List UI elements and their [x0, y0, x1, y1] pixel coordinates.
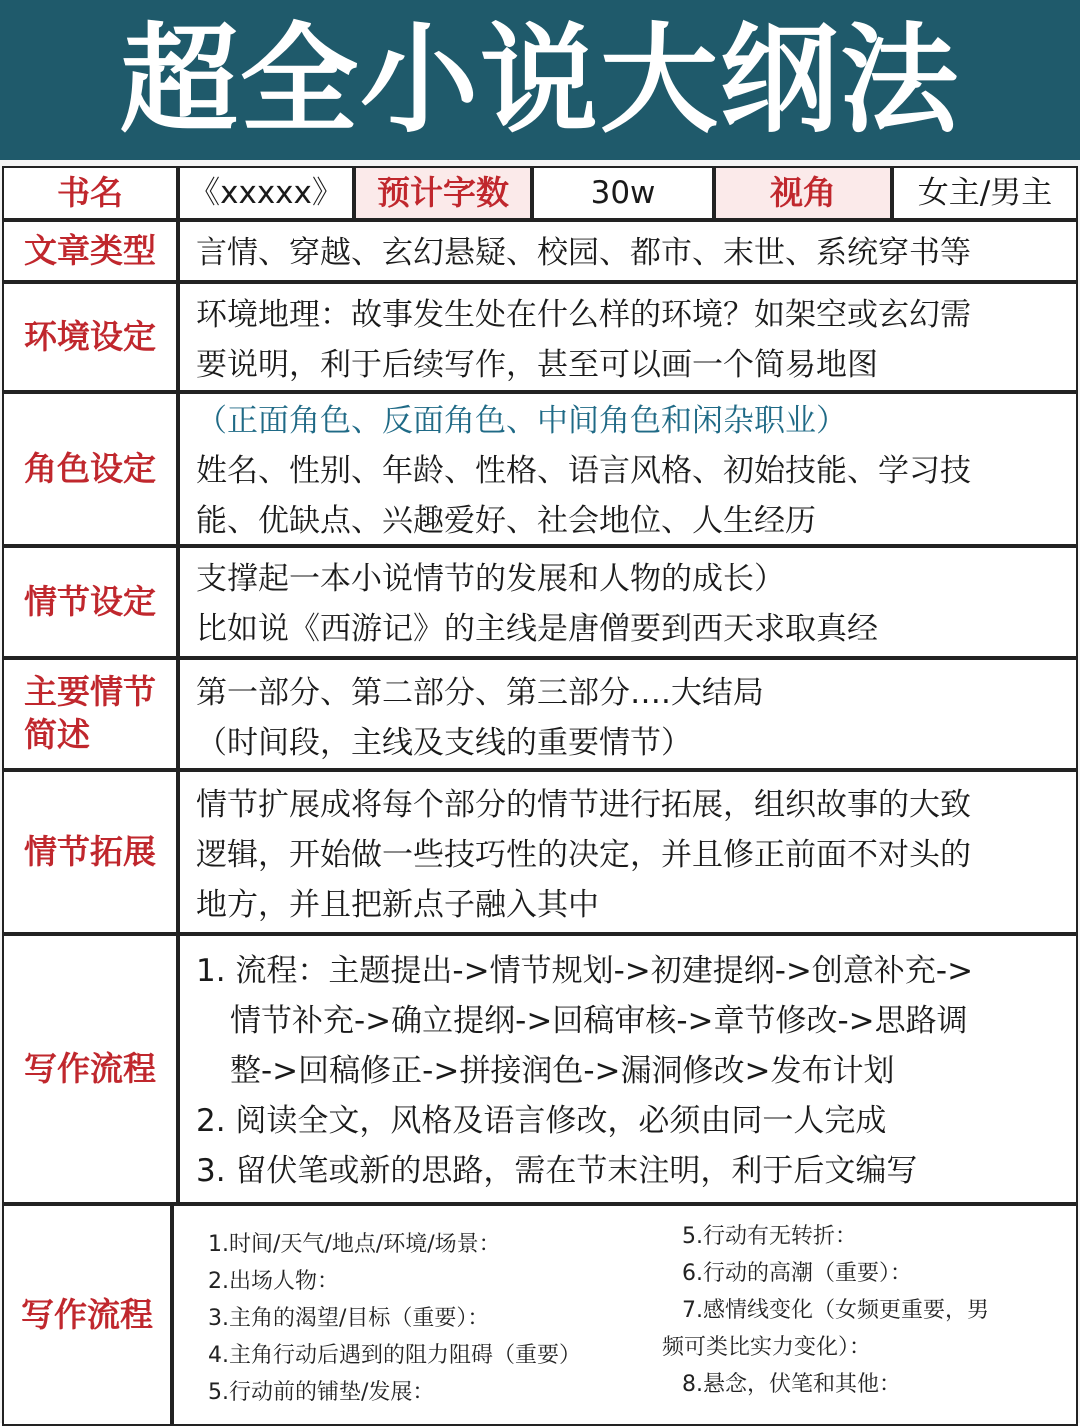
main-plot-label-line: 简述 [24, 715, 90, 754]
environment-line: 要说明，利于后续写作，甚至可以画一个简易地图 [196, 347, 878, 383]
main-plot-label-line: 主要情节 [24, 672, 156, 712]
character-note: （正面角色、反面角色、中间角色和闲杂职业） [196, 403, 847, 439]
workflow-detail-item: 5.行动有无转折： [682, 1224, 857, 1249]
workflow-line: 2. 阅读全文，风格及语言修改，必须由同一人完成 [196, 1103, 887, 1139]
plot-expand-label: 情节拓展 [2, 770, 178, 934]
workflow-detail-item: 3.主角的渴望/目标（重要）： [208, 1306, 490, 1331]
plot-setting-line: 比如说《西游记》的主线是唐僧要到西天求取真经 [196, 611, 878, 647]
workflow-detail-label: 写作流程 [2, 1204, 172, 1426]
perspective-label: 视角 [714, 166, 892, 220]
character-value [178, 392, 1078, 546]
character-label: 角色设定 [2, 392, 178, 546]
main-plot-label [2, 658, 178, 770]
plot-setting-line: 支撑起一本小说情节的发展和人物的成长） [196, 561, 785, 597]
plot-setting-label: 情节设定 [2, 546, 178, 658]
workflow-detail-right-list [662, 1218, 989, 1403]
plot-expand-line: 地方，并且把新点子融入其中 [196, 887, 599, 923]
plot-setting-value [178, 546, 1078, 658]
plot-expand-line: 情节扩展成将每个部分的情节进行拓展，组织故事的大致 [196, 787, 971, 823]
word-count-label: 预计字数 [354, 166, 532, 220]
workflow-detail-item: 4.主角行动后遇到的阻力阻碍（重要） [208, 1343, 581, 1368]
workflow-line: 情节补充->确立提纲->回稿审核->章节修改->思路调 [230, 1003, 968, 1039]
book-name-value: 《xxxxx》 [178, 166, 354, 220]
workflow-value [178, 934, 1078, 1204]
workflow-line: 整->回稿修正->拼接润色->漏洞修改>发布计划 [230, 1053, 895, 1089]
environment-line: 环境地理：故事发生处在什么样的环境？如架空或玄幻需 [196, 297, 971, 333]
workflow-line: 3. 留伏笔或新的思路，需在节末注明，利于后文编写 [196, 1153, 918, 1189]
workflow-line: 1. 流程：主题提出->情节规划->初建提纲->创意补充-> [196, 953, 974, 989]
outline-table [0, 160, 1080, 1423]
workflow-detail-item: 1.时间/天气/地点/环境/场景： [208, 1232, 501, 1257]
main-plot-line: 第一部分、第二部分、第三部分….大结局 [196, 675, 764, 711]
page-title: 超全小说大纲法 [119, 11, 960, 149]
workflow-detail-item: 2.出场人物： [208, 1269, 339, 1294]
main-plot-value [178, 658, 1078, 770]
workflow-detail-value [172, 1204, 1078, 1426]
workflow-detail-item: 7.感情线变化（女频更重要，男 [682, 1298, 989, 1323]
plot-expand-line: 逻辑，开始做一些技巧性的决定，并且修正前面不对头的 [196, 837, 971, 873]
character-line: 能、优缺点、兴趣爱好、社会地位、人生经历 [196, 503, 816, 539]
environment-label: 环境设定 [2, 282, 178, 392]
workflow-detail-item: 5.行动前的铺垫/发展： [208, 1380, 435, 1405]
plot-expand-value [178, 770, 1078, 934]
title-banner [0, 0, 1080, 160]
genre-value [178, 220, 1078, 282]
workflow-label: 写作流程 [2, 934, 178, 1204]
word-count-value: 30w [532, 166, 714, 220]
workflow-detail-item: 频可类比实力变化）： [662, 1335, 872, 1360]
character-line: 姓名、性别、年龄、性格、语言风格、初始技能、学习技 [196, 453, 971, 489]
genre-label: 文章类型 [2, 220, 178, 282]
main-plot-line: （时间段，主线及支线的重要情节） [196, 725, 692, 761]
book-name-label: 书名 [2, 166, 178, 220]
environment-value [178, 282, 1078, 392]
perspective-value: 女主/男主 [892, 166, 1078, 220]
genre-text: 言情、穿越、玄幻悬疑、校园、都市、末世、系统穿书等 [196, 235, 971, 271]
workflow-detail-left-list [208, 1226, 581, 1411]
workflow-detail-item: 8.悬念，伏笔和其他： [682, 1372, 901, 1397]
workflow-detail-item: 6.行动的高潮（重要）： [682, 1261, 912, 1286]
